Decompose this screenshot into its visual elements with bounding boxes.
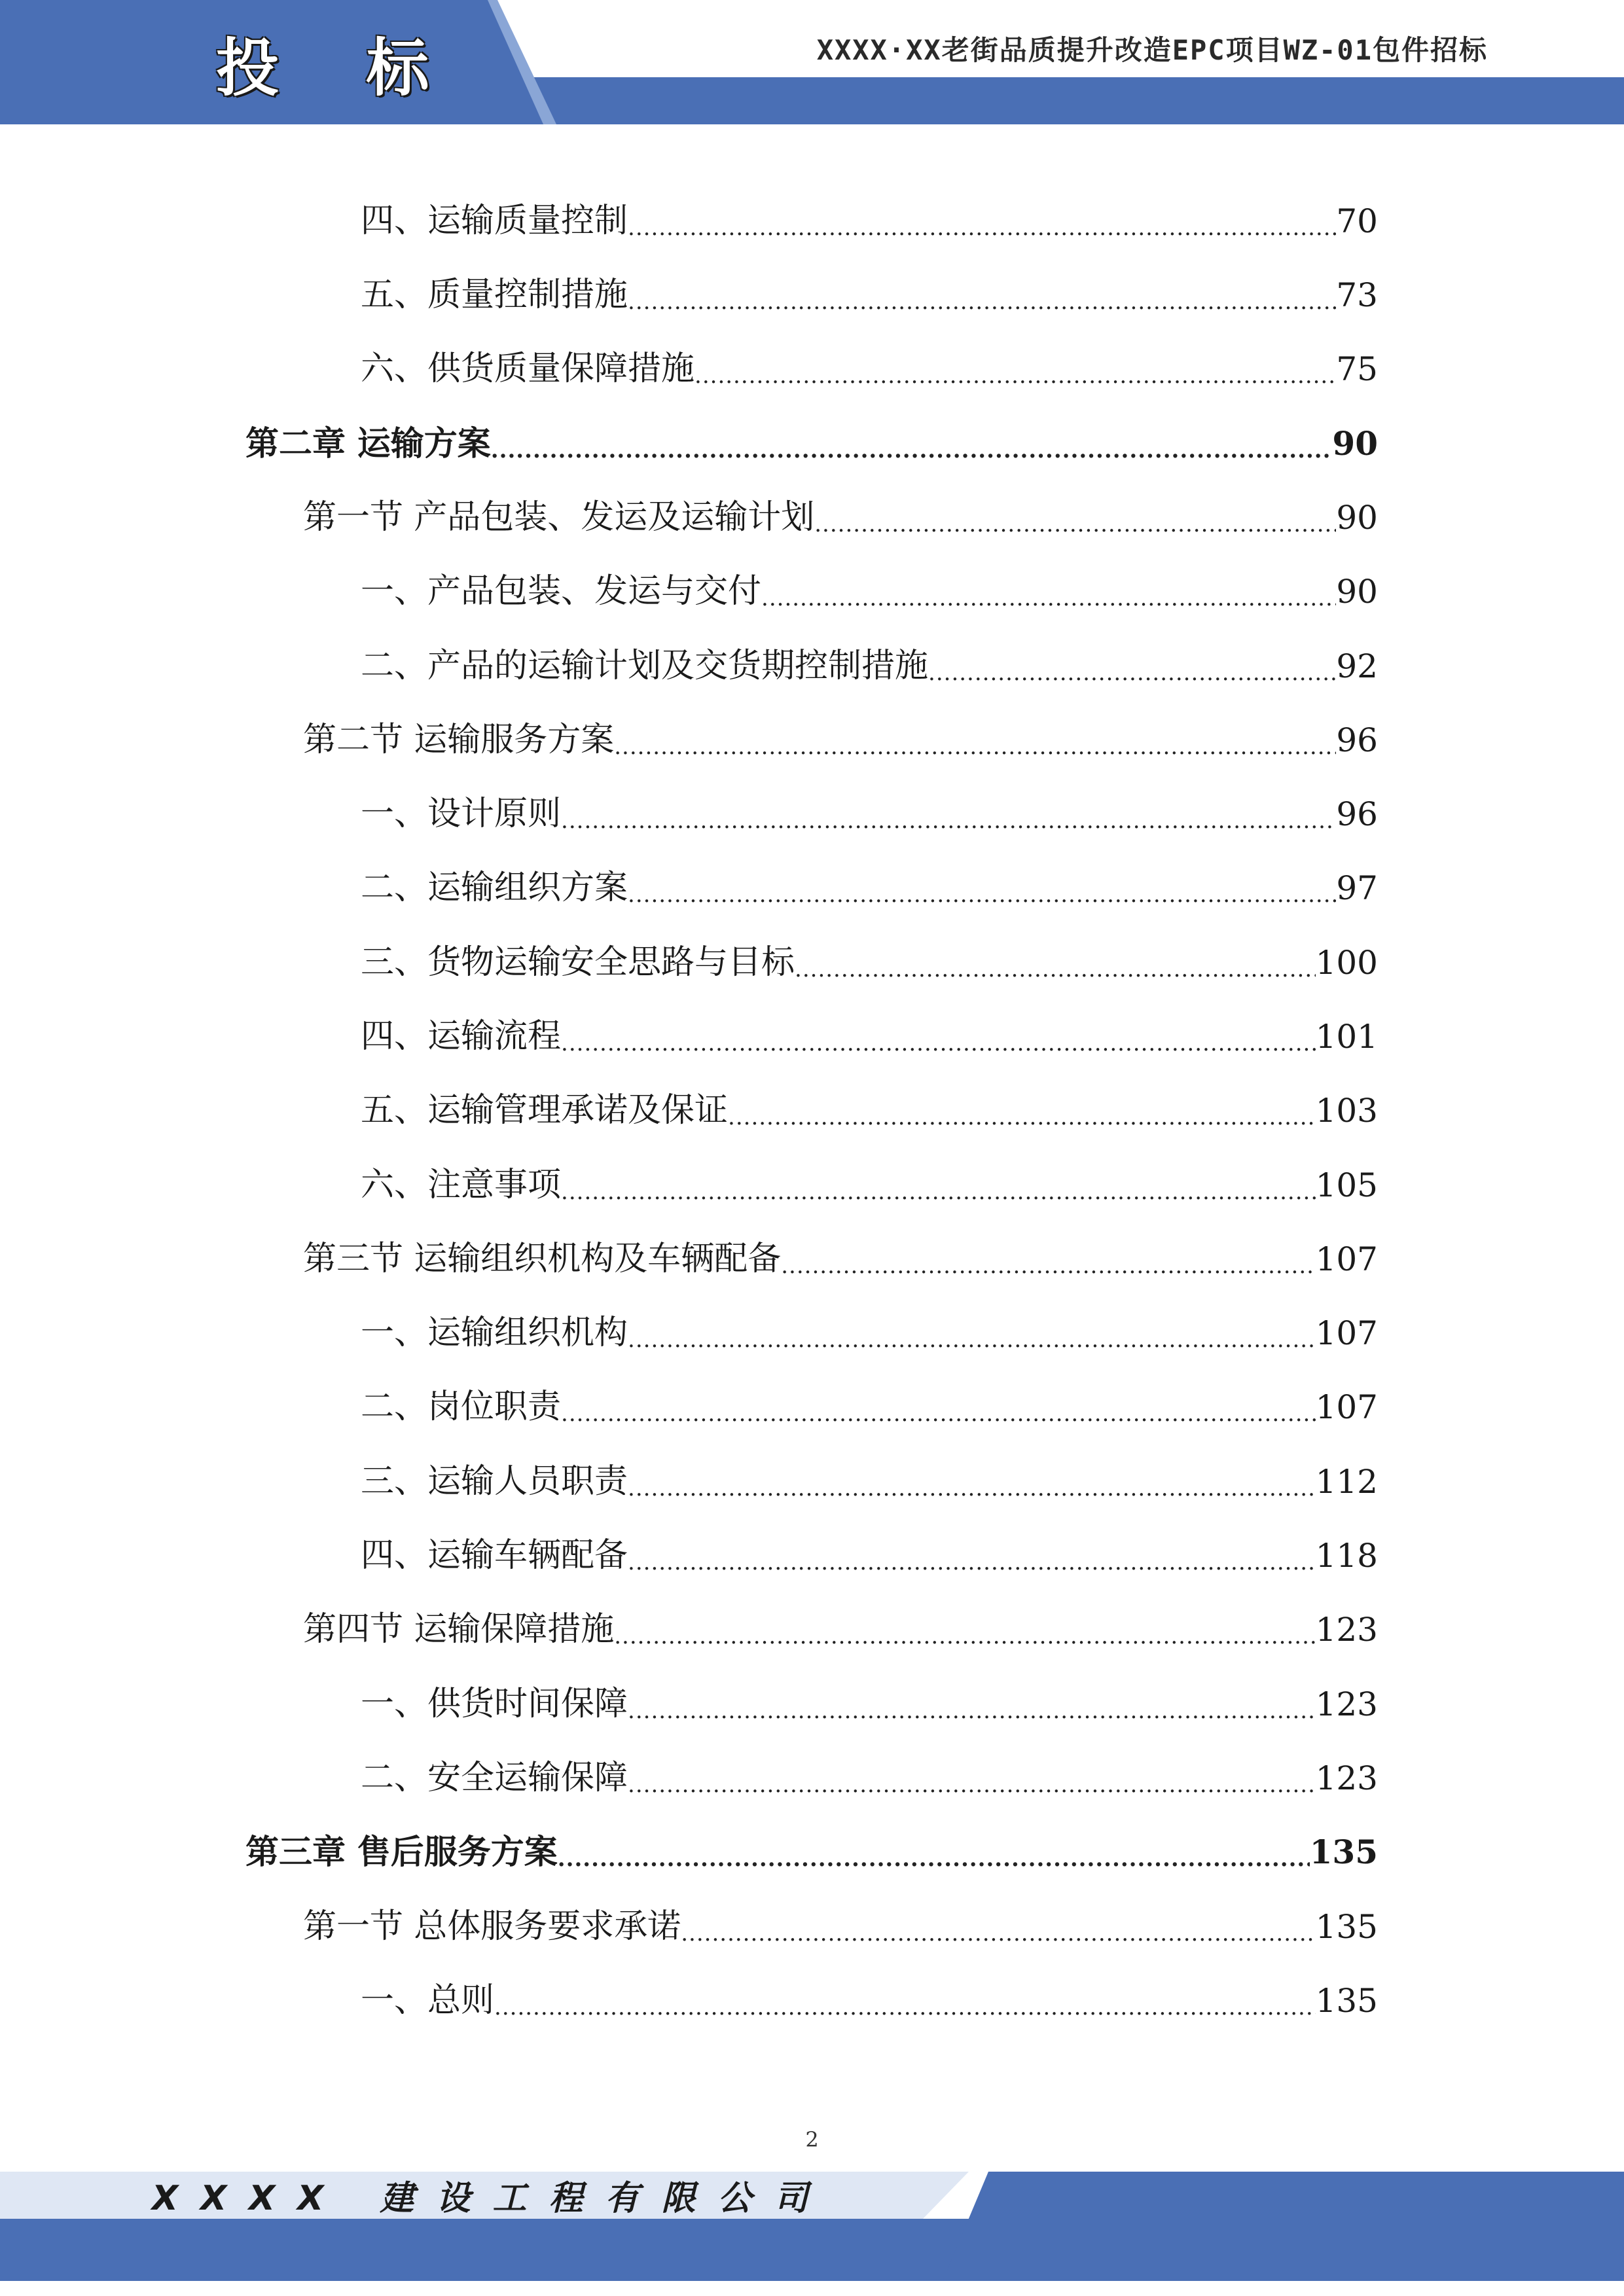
toc-label: 四、运输车辆配备: [361, 1536, 628, 1575]
toc-label: 二、产品的运输计划及交货期控制措施: [361, 647, 929, 685]
toc-label: 第一节 产品包装、发运及运输计划: [303, 498, 815, 537]
dot-leader: [614, 1617, 1315, 1656]
toc-entry[interactable]: [303, 1233, 1378, 1285]
toc-page-number: 112: [1315, 1463, 1378, 1501]
dot-leader: [781, 1246, 1315, 1285]
toc-page-number: 118: [1315, 1537, 1378, 1575]
dot-leader: [561, 801, 1336, 840]
toc-label: 一、总则: [361, 1981, 495, 2020]
toc-page-number: 73: [1336, 276, 1378, 314]
toc-entry[interactable]: [361, 565, 1378, 618]
dot-leader: [628, 1320, 1316, 1359]
toc-label: 第一节 总体服务要求承诺: [303, 1907, 681, 1946]
toc-entry[interactable]: [361, 1307, 1378, 1359]
toc-entry[interactable]: [361, 1975, 1378, 2027]
dot-leader: [795, 950, 1316, 989]
dot-leader: [695, 356, 1336, 395]
toc-page-number: 92: [1336, 647, 1378, 685]
toc-label: 一、运输组织机构: [361, 1314, 628, 1352]
toc-page-number: 135: [1309, 1833, 1378, 1871]
toc-entry[interactable]: [361, 937, 1378, 989]
toc-entry[interactable]: [361, 1752, 1378, 1804]
toc-label: 一、供货时间保障: [361, 1685, 628, 1723]
dot-leader: [614, 727, 1336, 766]
toc-entry[interactable]: [361, 788, 1378, 840]
toc-entry[interactable]: [245, 418, 1378, 470]
toc-entry[interactable]: [361, 1530, 1378, 1582]
toc-label: 六、注意事项: [361, 1166, 562, 1204]
dot-leader: [561, 1172, 1316, 1211]
dot-leader: [928, 653, 1336, 692]
dot-leader: [628, 1691, 1316, 1731]
toc-entry[interactable]: [361, 1011, 1378, 1063]
toc-label: 第三章 售后服务方案: [245, 1833, 558, 1872]
toc-entry[interactable]: [361, 269, 1378, 321]
toc-page-number: 123: [1315, 1685, 1378, 1723]
toc-page-number: 135: [1315, 1982, 1378, 2020]
toc-label: 二、安全运输保障: [361, 1759, 628, 1797]
toc-label: 二、运输组织方案: [361, 869, 628, 907]
toc-page-number: 123: [1315, 1759, 1378, 1797]
toc-label: 一、产品包装、发运与交付: [361, 572, 762, 611]
toc-page-number: 70: [1336, 202, 1378, 240]
toc-page-number: 90: [1336, 499, 1378, 537]
dot-leader: [628, 208, 1336, 247]
toc-entry[interactable]: [245, 1826, 1378, 1878]
toc-page-number: 135: [1315, 1908, 1378, 1946]
toc-label: 五、运输管理承诺及保证: [361, 1091, 729, 1130]
toc-page-number: 97: [1336, 869, 1378, 907]
toc-entry[interactable]: [361, 862, 1378, 914]
toc-entry[interactable]: [303, 1604, 1378, 1656]
dot-leader: [628, 1543, 1316, 1582]
toc-entry[interactable]: [303, 714, 1378, 766]
toc-entry[interactable]: [361, 1678, 1378, 1731]
toc-entry[interactable]: [361, 640, 1378, 692]
toc-page-number: 100: [1315, 944, 1378, 982]
toc-entry[interactable]: [361, 1159, 1378, 1211]
toc-page-number: 103: [1315, 1092, 1378, 1130]
dot-leader: [558, 1839, 1310, 1878]
dot-leader: [628, 1765, 1316, 1804]
toc-page-number: 105: [1315, 1166, 1378, 1204]
toc-label: 第二章 运输方案: [245, 424, 491, 463]
toc-entry[interactable]: [303, 1901, 1378, 1953]
toc-entry[interactable]: [361, 1085, 1378, 1137]
toc-page-number: 107: [1315, 1388, 1378, 1426]
project-name: XXXX·XX老街品质提升改造EPC项目WZ-01包件招标: [816, 34, 1488, 66]
toc-entry[interactable]: [361, 343, 1378, 395]
toc-page-number: 123: [1315, 1611, 1378, 1649]
toc-page-number: 107: [1315, 1314, 1378, 1352]
page-number: 2: [805, 2127, 819, 2152]
toc-page-number: 90: [1336, 573, 1378, 611]
toc-label: 第三节 运输组织机构及车辆配备: [303, 1240, 782, 1278]
toc-entry[interactable]: [361, 1381, 1378, 1433]
footer-tab: [943, 2172, 1624, 2281]
toc-entry[interactable]: [361, 1456, 1378, 1508]
dot-leader: [561, 1394, 1316, 1433]
toc-label: 一、设计原则: [361, 795, 562, 833]
toc-label: 五、质量控制措施: [361, 276, 628, 314]
dot-leader: [761, 579, 1336, 618]
dot-leader: [628, 875, 1336, 914]
toc-page-number: 75: [1336, 350, 1378, 388]
toc-label: 三、货物运输安全思路与目标: [361, 943, 795, 982]
dot-leader: [681, 1914, 1315, 1953]
dot-leader: [628, 282, 1336, 321]
toc-page-number: 96: [1336, 721, 1378, 759]
toc-label: 三、运输人员职责: [361, 1462, 628, 1501]
dot-leader: [628, 1469, 1316, 1508]
toc-page-number: 107: [1315, 1240, 1378, 1278]
toc-label: 第四节 运输保障措施: [303, 1610, 615, 1649]
toc-page-number: 101: [1315, 1018, 1378, 1056]
toc-label: 第二节 运输服务方案: [303, 721, 615, 759]
toc-label: 四、运输质量控制: [361, 202, 628, 240]
toc-entry[interactable]: [303, 492, 1378, 544]
dot-leader: [814, 505, 1336, 544]
toc-label: 二、岗位职责: [361, 1388, 562, 1426]
toc-label: 六、供货质量保障措施: [361, 350, 695, 388]
dot-leader: [561, 1024, 1316, 1063]
toc-entry[interactable]: [361, 195, 1378, 247]
dot-leader: [494, 1988, 1316, 2027]
toc-page-number: 96: [1336, 795, 1378, 833]
header-title: 投 标: [216, 31, 462, 105]
toc-page-number: 90: [1332, 424, 1378, 463]
dot-leader: [491, 431, 1333, 470]
company-name: XXXX 建设工程有限公司: [152, 2179, 831, 2218]
dot-leader: [728, 1098, 1316, 1137]
toc-label: 四、运输流程: [361, 1017, 562, 1056]
